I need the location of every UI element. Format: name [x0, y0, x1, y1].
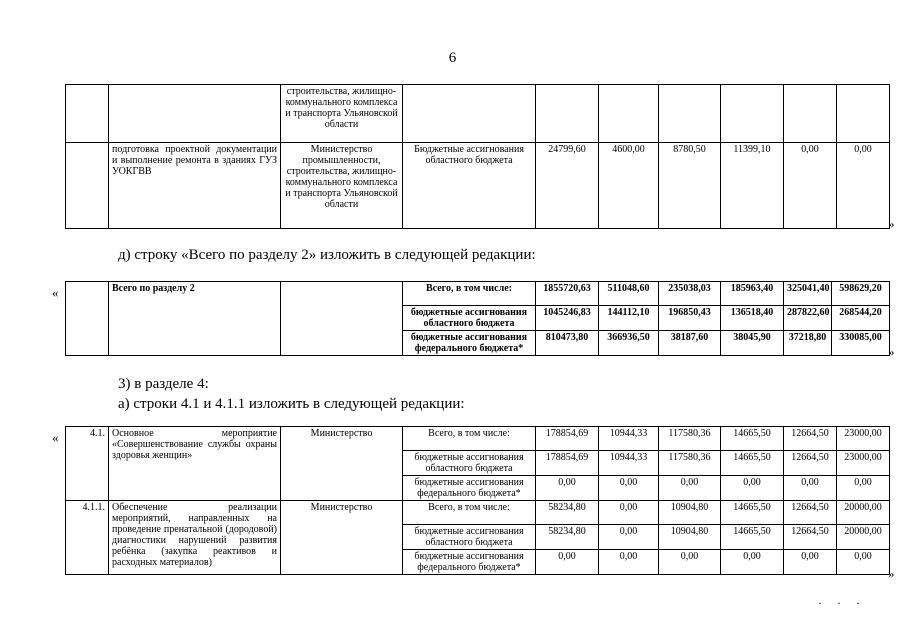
value-cell: 0,00 [784, 550, 837, 575]
value-cell: 0,00 [721, 476, 784, 501]
table-section-continued [65, 84, 890, 229]
funding-source-cell: Всего, в том числе: [403, 427, 536, 451]
value-cell: 185963,40 [721, 282, 784, 306]
value-cell: 0,00 [837, 476, 890, 501]
close-quote: » [888, 566, 895, 581]
funding-source-cell: бюджетные ассигнования областного бюджета [403, 451, 536, 476]
row-number: 4.1. [66, 427, 109, 501]
value-cell: 0,00 [784, 476, 837, 501]
value-cell: 0,00 [536, 476, 599, 501]
table-row [66, 85, 890, 143]
value-cell: 10944,33 [599, 451, 659, 476]
open-quote: « [52, 285, 59, 300]
value-cell: 178854,69 [536, 451, 599, 476]
value-cell: 8780,50 [659, 143, 721, 229]
funding-source-cell: бюджетные ассигнования областного бюджета [403, 525, 536, 550]
table-row [66, 501, 890, 525]
value-cell: 58234,80 [536, 501, 599, 525]
value-cell: 12664,50 [784, 451, 837, 476]
responsible-cell: строительства, жилищно-коммунального комплекса и транспорта Ульяновской области [281, 85, 403, 143]
value-cell: 0,00 [721, 550, 784, 575]
value-cell: 330085,00 [832, 331, 890, 356]
responsible-cell: Министерство [281, 501, 403, 575]
value-cell: 0,00 [599, 501, 659, 525]
value-cell: 23000,00 [837, 427, 890, 451]
value-cell: 11399,10 [721, 143, 784, 229]
value-cell: 4600,00 [599, 143, 659, 229]
value-cell: 10904,80 [659, 525, 721, 550]
value-cell: 37218,80 [784, 331, 832, 356]
row-number: 4.1.1. [66, 501, 109, 575]
paragraph-3: 3) в разделе 4: [118, 376, 209, 392]
value-cell: 136518,40 [721, 306, 784, 331]
value-cell: 14665,50 [721, 525, 784, 550]
value-cell: 1855720,63 [536, 282, 599, 306]
close-quote: » [888, 344, 895, 359]
value-cell: 20000,00 [837, 501, 890, 525]
page-number: 6 [448, 50, 457, 66]
value-cell: 235038,03 [659, 282, 721, 306]
value-cell: 38045,90 [721, 331, 784, 356]
responsible-cell: Министерство промышленности, строительства, жилищно-коммунального комплекса и транспорта Ульяновской области [281, 143, 403, 229]
value-cell: 58234,80 [536, 525, 599, 550]
value-cell: 12664,50 [784, 427, 837, 451]
value-cell: 12664,50 [784, 501, 837, 525]
paragraph-a: а) строки 4.1 и 4.1.1 изложить в следующей редакции: [118, 396, 465, 412]
value-cell: 38187,60 [659, 331, 721, 356]
table-section-4 [65, 426, 890, 575]
value-cell: 0,00 [659, 550, 721, 575]
value-cell: 14665,50 [721, 451, 784, 476]
value-cell: 325041,40 [784, 282, 832, 306]
value-cell: 117580,36 [659, 427, 721, 451]
open-quote: « [52, 430, 59, 445]
table-section-2-total [65, 281, 890, 356]
funding-source-cell: бюджетные ассигнования федерального бюджета* [403, 550, 536, 575]
value-cell: 366936,50 [599, 331, 659, 356]
responsible-cell: Министерство [281, 427, 403, 501]
value-cell: 14665,50 [721, 501, 784, 525]
table-row [66, 282, 890, 306]
value-cell: 0,00 [536, 550, 599, 575]
funding-source-cell: Всего, в том числе: [403, 501, 536, 525]
value-cell: 598629,20 [832, 282, 890, 306]
value-cell: 511048,60 [599, 282, 659, 306]
paragraph-d: д) строку «Всего по разделу 2» изложить в следующей редакции: [118, 247, 536, 263]
value-cell: 20000,00 [837, 525, 890, 550]
value-cell: 178854,69 [536, 427, 599, 451]
value-cell: 10944,33 [599, 427, 659, 451]
value-cell: 0,00 [659, 476, 721, 501]
value-cell: 24799,60 [536, 143, 599, 229]
funding-source-cell: Бюджетные ассигнования областного бюджета [403, 143, 536, 229]
table-row [66, 143, 890, 229]
funding-source-cell: бюджетные ассигнования областного бюджета [403, 306, 536, 331]
value-cell: 1045246,83 [536, 306, 599, 331]
value-cell: 0,00 [784, 143, 837, 229]
value-cell: 14665,50 [721, 427, 784, 451]
value-cell: 23000,00 [837, 451, 890, 476]
value-cell: 0,00 [599, 525, 659, 550]
activity-name-cell: Основное мероприятие «Совершенствование службы охраны здоровья женщин» [109, 427, 281, 501]
value-cell: 10904,80 [659, 501, 721, 525]
table-row [66, 427, 890, 451]
scan-marks: · · · [818, 596, 866, 610]
close-quote: » [888, 216, 895, 231]
activity-name-cell: подготовка проектной документации и выполнение ремонта в зданиях ГУЗ УОКГВВ [109, 143, 281, 229]
value-cell: 0,00 [837, 143, 890, 229]
value-cell: 0,00 [837, 550, 890, 575]
value-cell: 0,00 [599, 476, 659, 501]
funding-source-cell: бюджетные ассигнования федерального бюджета* [403, 476, 536, 501]
value-cell: 287822,60 [784, 306, 832, 331]
funding-source-cell: Всего, в том числе: [403, 282, 536, 306]
activity-name-cell: Обеспечение реализации мероприятий, направленных на проведение пренатальной (дородовой) диагностики нарушений развития ребёнка (закупка реактивов и расходных материалов) [109, 501, 281, 575]
value-cell: 0,00 [599, 550, 659, 575]
value-cell: 810473,80 [536, 331, 599, 356]
value-cell: 117580,36 [659, 451, 721, 476]
value-cell: 12664,50 [784, 525, 837, 550]
funding-source-cell: бюджетные ассигнования федерального бюджета* [403, 331, 536, 356]
section-total-label: Всего по разделу 2 [109, 282, 281, 356]
value-cell: 144112,10 [599, 306, 659, 331]
value-cell: 196850,43 [659, 306, 721, 331]
value-cell: 268544,20 [832, 306, 890, 331]
